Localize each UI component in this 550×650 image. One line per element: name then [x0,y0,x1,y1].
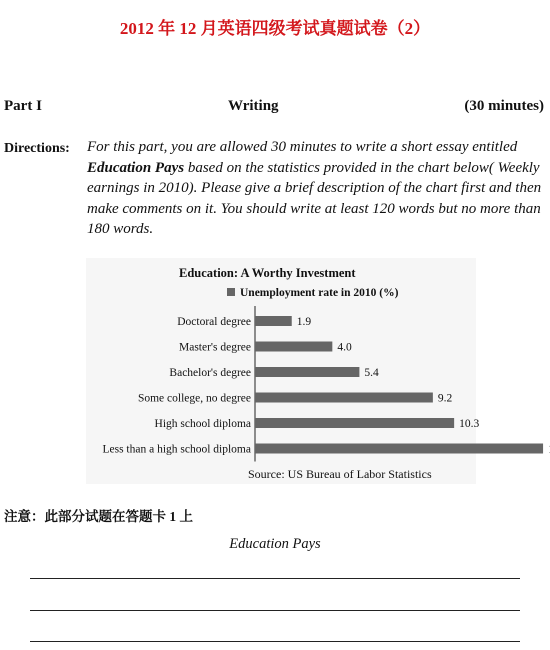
essay-title-inline: Education Pays [87,159,185,176]
answer-line [30,641,520,642]
chart-title: Education: A Worthy Investment [179,266,356,280]
bar [255,418,454,428]
category-label: High school diploma [154,418,251,430]
answer-line [30,578,520,579]
bar [255,367,359,377]
part-label: Part I [4,98,42,114]
directions-text-after: based on the statistics provided in the chart below( Weekly earnings in 2010). Please give a brief description of the chart first and then make comments on it. You should write at least 120 words but no more than 180 words. [87,159,542,237]
chart-source: Source: US Bureau of Labor Statistics [248,467,432,481]
part-time: (30 minutes) [464,98,544,114]
data-label: 9.2 [437,392,453,405]
exam-title: 2012 年 12 月英语四级考试真题试卷（2） [119,19,431,38]
category-label: Bachelor's degree [169,367,251,379]
chart-bars [102,306,550,462]
answer-sheet-notice: 注意：此部分试题在答题卡 1 上 [4,509,193,524]
bar-chart [86,258,480,484]
category-label: Less than a high school diploma [102,443,251,456]
category-label: Master's degree [179,341,251,354]
chart-figure [86,258,480,484]
directions-label: Directions: [4,141,70,156]
answer-essay-title: Education Pays [229,536,321,552]
directions-text [87,137,542,240]
part-name: Writing [228,98,279,114]
bar [255,342,332,352]
category-label: Doctoral degree [177,316,251,328]
data-label: 4.0 [337,341,352,354]
directions-text-before: For this part, you are allowed 30 minutes to write a short essay entitled [87,139,518,155]
data-label: 10.3 [459,418,480,430]
data-label: 5.4 [364,367,379,379]
category-label: Some college, no degree [137,392,251,405]
answer-line [30,610,520,611]
bar [255,393,433,403]
bar [255,316,292,326]
legend-label: Unemployment rate in 2010 (%) [240,287,399,299]
data-label: 1.9 [296,316,312,328]
legend-swatch [227,288,235,296]
bar [255,444,543,454]
